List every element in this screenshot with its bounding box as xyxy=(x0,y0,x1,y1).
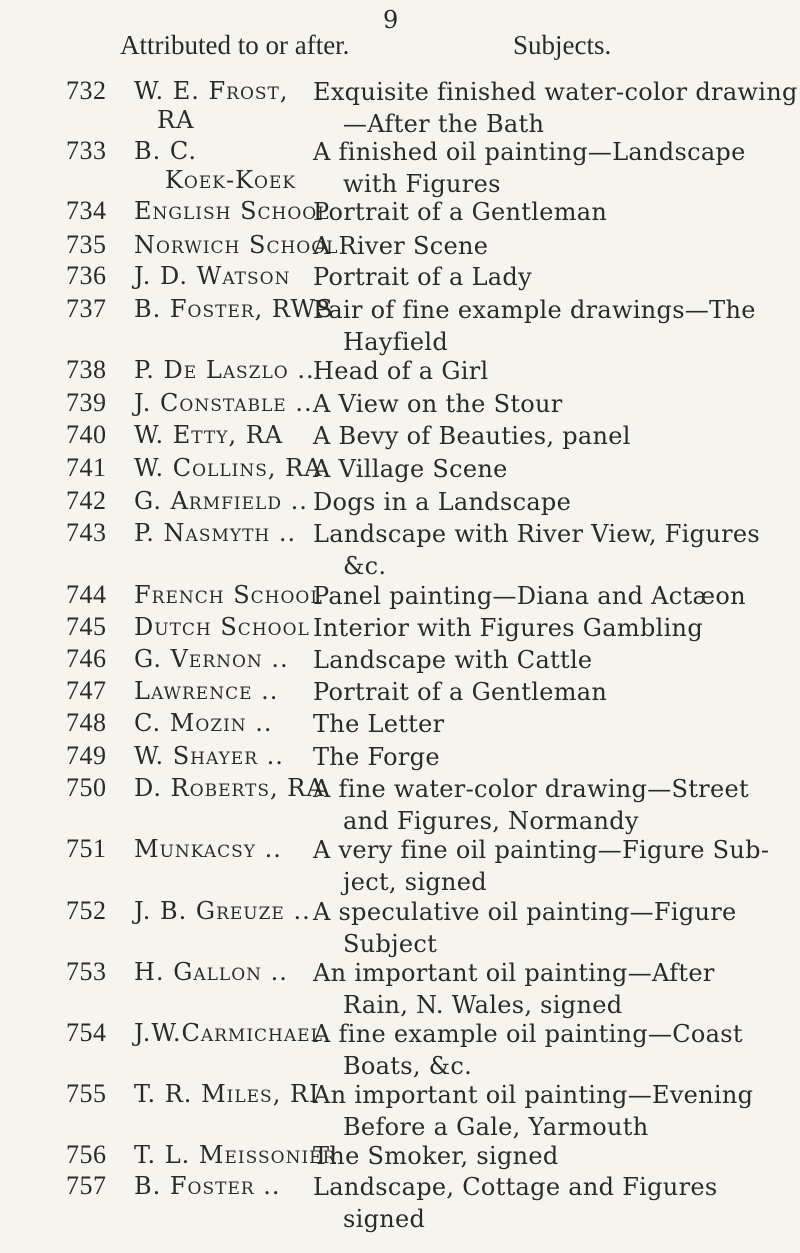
lot-subject-line: Head of a Girl xyxy=(313,357,489,385)
lot-subject-line: A River Scene xyxy=(313,232,489,260)
lot-subject xyxy=(313,612,773,644)
lot-subject-line: signed xyxy=(343,1205,426,1233)
lot-subject xyxy=(313,76,798,140)
lot-subject xyxy=(313,1018,773,1082)
lot-subject xyxy=(313,644,773,676)
lot-number: 751 xyxy=(66,834,107,863)
lot-artist: French School xyxy=(134,581,323,609)
lot-subject-line: A finished oil painting—Landscape xyxy=(313,138,746,166)
lot-artist: Lawrence .. xyxy=(134,677,279,705)
lot-artist: Dutch School xyxy=(134,613,310,641)
lot-subject-line: Landscape with Cattle xyxy=(313,646,593,674)
lot-artist: English School xyxy=(134,197,330,225)
lot-subject xyxy=(313,741,773,773)
header-attributed: Attributed to or after. xyxy=(120,30,350,60)
lot-artist: H. Gallon .. xyxy=(134,958,288,986)
lot-artist: P. Nasmyth .. xyxy=(134,519,297,547)
lot-number: 743 xyxy=(66,518,107,547)
lot-number: 752 xyxy=(66,896,107,925)
lot-subject-line: Panel painting—Diana and Actæon xyxy=(313,582,746,610)
lot-subject-line: A speculative oil painting—Figure xyxy=(313,898,737,926)
lot-number: 745 xyxy=(66,612,107,641)
lot-artist: W. Collins, RA xyxy=(134,454,323,482)
lot-number: 732 xyxy=(66,76,107,105)
lot-subject-line: Portrait of a Lady xyxy=(313,263,532,291)
lot-subject-line: Hayfield xyxy=(343,328,448,356)
lot-number: 738 xyxy=(66,355,107,384)
lot-subject-line: A Bevy of Beauties, panel xyxy=(313,422,631,450)
lot-artist: W. Etty, RA xyxy=(134,421,284,449)
lot-artist: P. De Laszlo .. xyxy=(134,356,315,384)
lot-subject-line: An important oil painting—After xyxy=(313,959,715,987)
lot-subject xyxy=(313,834,773,898)
lot-number: 744 xyxy=(66,580,107,609)
lot-subject xyxy=(313,676,773,708)
lot-artist: T. L. Meissonier xyxy=(134,1141,337,1169)
lot-artist: W. Shayer .. xyxy=(134,742,284,770)
lot-artist-continued: RA xyxy=(157,106,195,134)
header-subjects: Subjects. xyxy=(513,30,612,60)
lot-number: 737 xyxy=(66,294,107,323)
lot-subject-line: A View on the Stour xyxy=(313,390,563,418)
lot-artist: J. B. Greuze .. xyxy=(134,897,311,925)
lot-subject xyxy=(313,708,773,740)
lot-artist: C. Mozin .. xyxy=(134,709,273,737)
lot-artist: B. C. xyxy=(134,137,198,165)
lot-subject-line: —After the Bath xyxy=(343,110,545,138)
lot-subject xyxy=(313,230,773,262)
lot-number: 746 xyxy=(66,644,107,673)
lot-subject-line: Boats, &c. xyxy=(343,1052,473,1080)
lot-subject-line: Dogs in a Landscape xyxy=(313,488,572,516)
lot-number: 735 xyxy=(66,230,107,259)
lot-subject xyxy=(313,518,773,582)
lot-number: 733 xyxy=(66,136,107,165)
lot-artist: G. Armfield .. xyxy=(134,487,308,515)
lot-subject xyxy=(313,1079,773,1143)
lot-number: 754 xyxy=(66,1018,107,1047)
lot-subject-line: A fine water-color drawing—Street xyxy=(313,775,749,803)
lot-subject xyxy=(313,453,773,485)
lot-subject xyxy=(313,773,773,837)
lot-number: 734 xyxy=(66,196,107,225)
lot-artist: J. Constable .. xyxy=(134,389,313,417)
lot-subject xyxy=(313,136,773,200)
lot-subject-line: Landscape with River View, Figures xyxy=(313,520,760,548)
lot-subject-line: A fine example oil painting—Coast xyxy=(313,1020,743,1048)
lot-number: 739 xyxy=(66,388,107,417)
lot-subject xyxy=(313,355,773,387)
lot-subject-line: Portrait of a Gentleman xyxy=(313,198,608,226)
lot-subject-line: Pair of fine example drawings—The xyxy=(313,296,756,324)
lot-number: 742 xyxy=(66,486,107,515)
lot-artist-continued: Koek-Koek xyxy=(165,166,297,194)
lot-subject-line: with Figures xyxy=(343,170,501,198)
lot-subject-line: The Letter xyxy=(313,710,445,738)
lot-artist: W. E. Frost, xyxy=(134,77,289,105)
lot-artist: B. Foster, RWS xyxy=(134,295,334,323)
lot-subject xyxy=(313,1140,773,1172)
lot-subject-line: A very fine oil painting—Figure Sub- xyxy=(313,836,770,864)
lot-subject xyxy=(313,388,773,420)
lot-subject-line: Rain, N. Wales, signed xyxy=(343,991,623,1019)
lot-subject xyxy=(313,196,773,228)
lot-subject xyxy=(313,957,773,1021)
lot-artist: J. D. Watson xyxy=(134,262,291,290)
lot-subject-line: The Smoker, signed xyxy=(313,1142,559,1170)
lot-artist: D. Roberts, RA xyxy=(134,774,325,802)
lot-subject xyxy=(313,261,773,293)
lot-artist: Munkacsy .. xyxy=(134,835,282,863)
lot-number: 755 xyxy=(66,1079,107,1108)
lot-subject xyxy=(313,580,773,612)
lot-subject-line: Exquisite finished water-color drawing xyxy=(313,78,798,106)
lot-subject xyxy=(313,294,773,358)
lot-subject-line: An important oil painting—Evening xyxy=(313,1081,754,1109)
lot-subject-line: Subject xyxy=(343,930,438,958)
lot-subject-line: Portrait of a Gentleman xyxy=(313,678,608,706)
lot-number: 747 xyxy=(66,676,107,705)
lot-subject-line: The Forge xyxy=(313,743,440,771)
lot-number: 740 xyxy=(66,420,107,449)
lot-subject xyxy=(313,420,773,452)
lot-subject-line: and Figures, Normandy xyxy=(343,807,639,835)
lot-subject xyxy=(313,896,773,960)
lot-artist: G. Vernon .. xyxy=(134,645,289,673)
lot-subject-line: Landscape, Cottage and Figures xyxy=(313,1173,718,1201)
page-number: 9 xyxy=(383,6,399,34)
lot-number: 757 xyxy=(66,1171,107,1200)
lot-number: 736 xyxy=(66,261,107,290)
lot-number: 753 xyxy=(66,957,107,986)
lot-artist: J.W.Carmichael xyxy=(134,1019,323,1047)
lot-number: 750 xyxy=(66,773,107,802)
lot-subject-line: &c. xyxy=(343,552,387,580)
lot-number: 749 xyxy=(66,741,107,770)
lot-number: 748 xyxy=(66,708,107,737)
lot-subject xyxy=(313,486,773,518)
lot-subject-line: ject, signed xyxy=(343,868,487,896)
lot-number: 741 xyxy=(66,453,107,482)
lot-subject-line: A Village Scene xyxy=(313,455,508,483)
lot-number: 756 xyxy=(66,1140,107,1169)
lot-artist: Norwich School xyxy=(134,231,339,259)
lot-artist: B. Foster .. xyxy=(134,1172,281,1200)
lot-artist: T. R. Miles, RI xyxy=(134,1080,320,1108)
lot-subject-line: Interior with Figures Gambling xyxy=(313,614,703,642)
lot-subject xyxy=(313,1171,773,1235)
lot-subject-line: Before a Gale, Yarmouth xyxy=(343,1113,649,1141)
